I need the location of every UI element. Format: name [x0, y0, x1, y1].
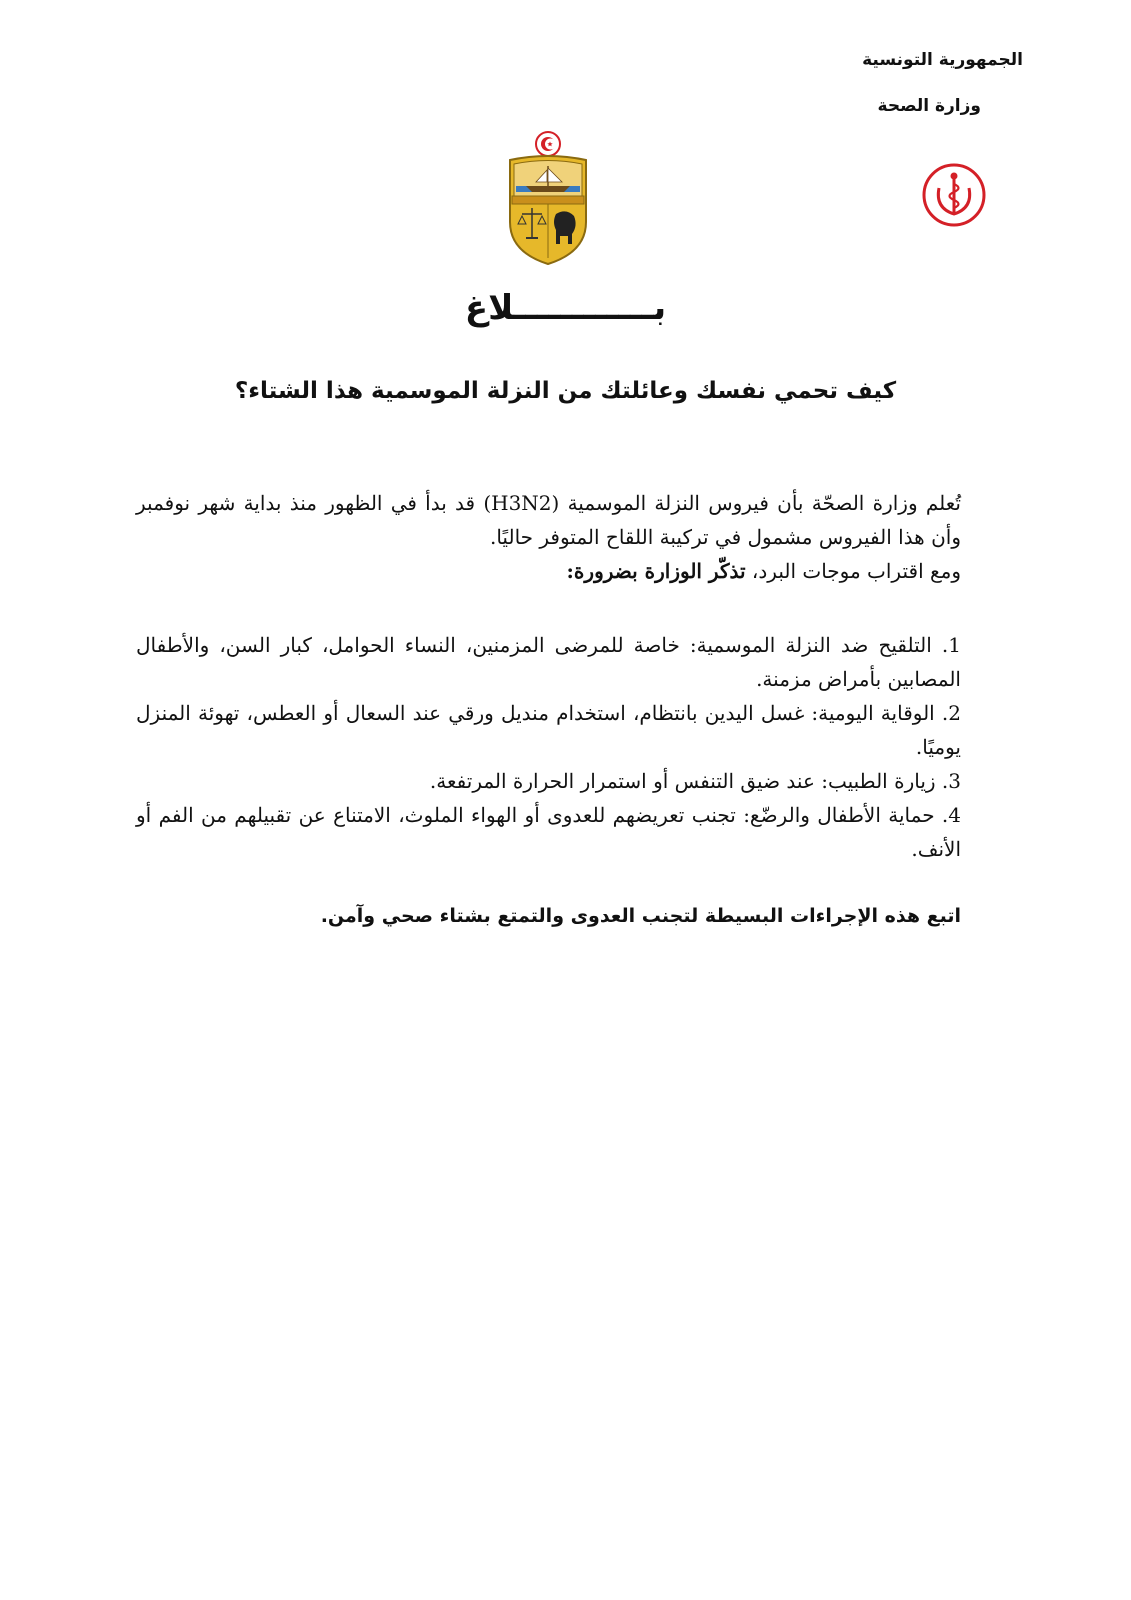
- list-item: 3. زيارة الطبيب: عند ضيق التنفس أو استمرار الحرارة المرتفعة.: [429, 769, 961, 793]
- list-item: 2. الوقاية اليومية: غسل اليدين بانتظام، استخدام منديل ورقي عند السعال أو العطس، تهوئة المنزل يوميًا.: [136, 701, 961, 759]
- measures-list: [136, 628, 961, 866]
- header-ministry: وزارة الصحة: [877, 96, 981, 116]
- intro-reminder: [136, 554, 961, 588]
- document-subtitle: كيف تحمي نفسك وعائلتك من النزلة الموسمية هذا الشتاء؟: [234, 378, 897, 404]
- intro-reminder-normal: ومع اقتراب موجات البرد،: [745, 559, 961, 583]
- list-item: 1. التلقيح ضد النزلة الموسمية: خاصة للمرضى المزمنين، النساء الحوامل، كبار السن، والأطفال المصابين بأمراض مزمنة.: [136, 633, 961, 691]
- closing-statement: اتبع هذه الإجراءات البسيطة لتجنب العدوى والتمتع بشتاء صحي وآمن.: [320, 905, 961, 927]
- announcement-title: بــــــــــــلاغ: [464, 288, 667, 328]
- header-country: الجمهورية التونسية: [862, 50, 1023, 70]
- intro-reminder-bold: تذكّر الوزارة بضرورة:: [566, 559, 746, 583]
- intro-paragraph: [136, 486, 961, 588]
- list-item: 4. حماية الأطفال والرضّع: تجنب تعريضهم للعدوى أو الهواء الملوث، الامتناع عن تقبيلهم من الفم أو الأنف.: [136, 803, 961, 861]
- tunisia-coat-of-arms-icon: [502, 130, 594, 270]
- ministry-of-health-logo-icon: [921, 162, 987, 228]
- intro-line: تُعلم وزارة الصحّة بأن فيروس النزلة الموسمية (H3N2) قد بدأ في الظهور منذ بداية شهر نوفمبر وأن هذا الفيروس مشمول في تركيبة اللقاح المتوفر حاليًا.: [136, 491, 961, 549]
